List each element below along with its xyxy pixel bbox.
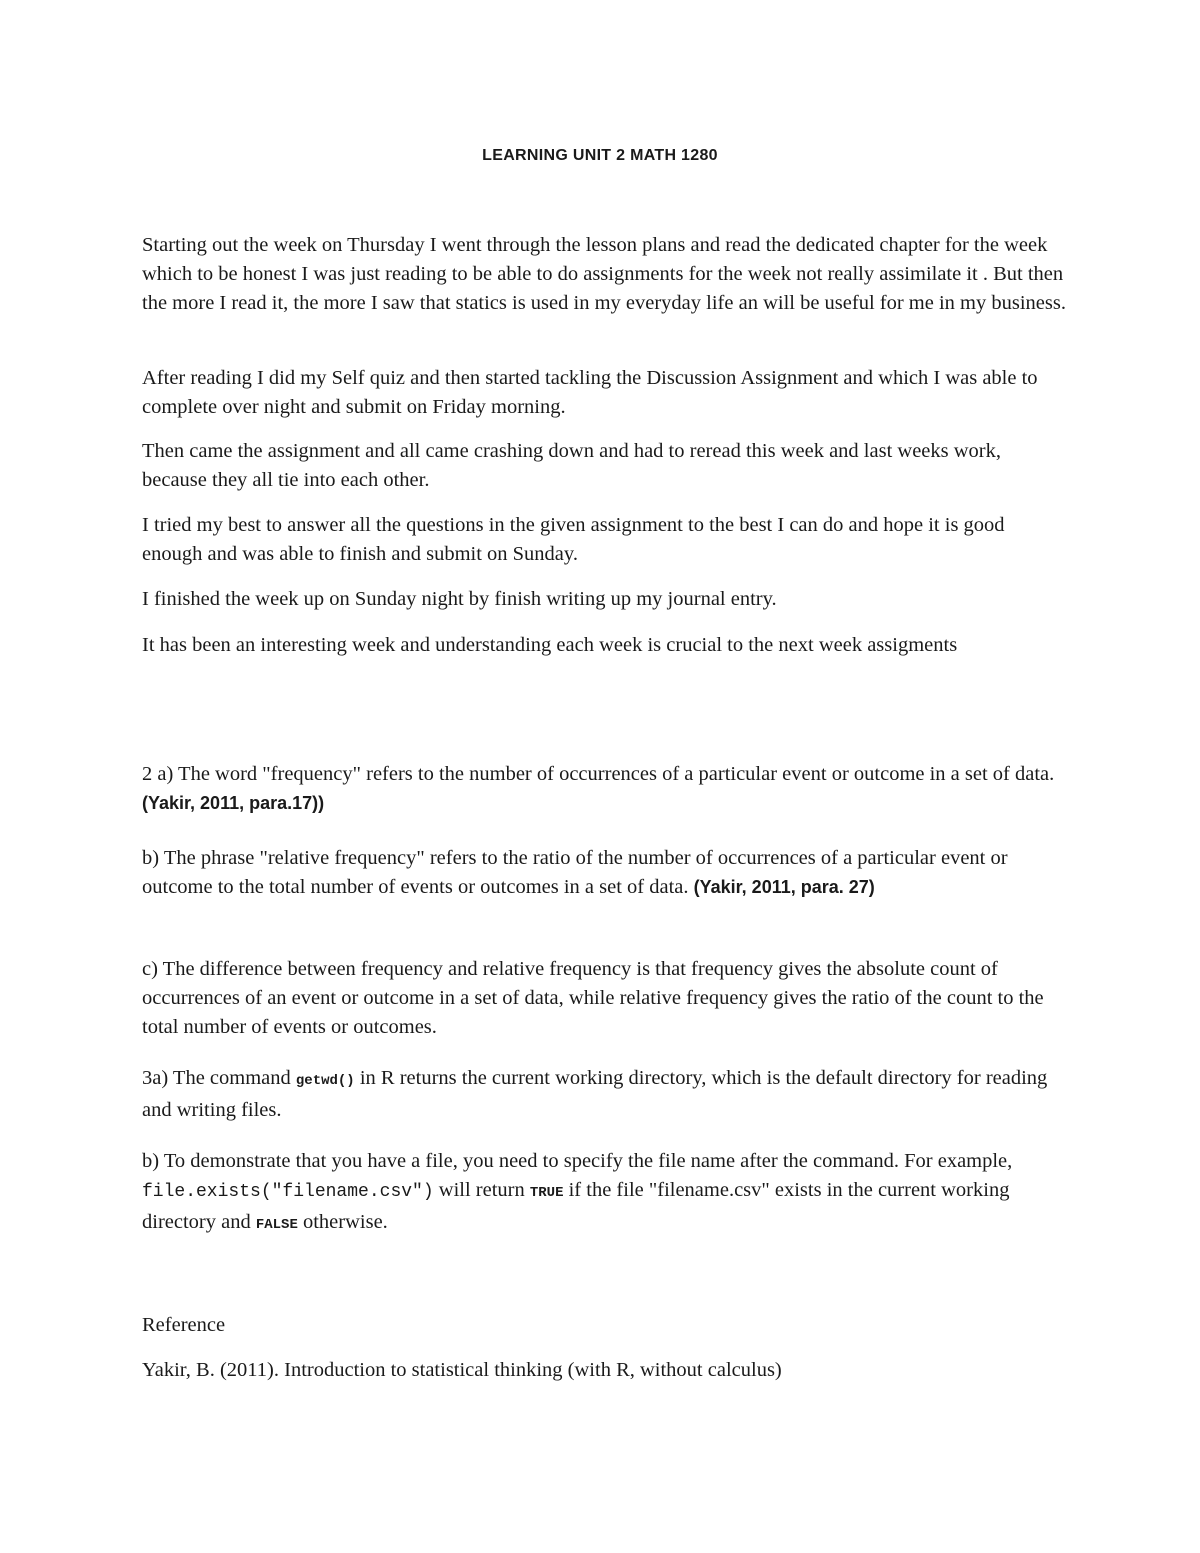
answer-3a xyxy=(142,1064,1067,1125)
journal-text: I tried my best to answer all the questions in the given assignment to the best I can do and hope it is good enough and was able to finish and submit on Sunday. xyxy=(142,514,1005,565)
journal-paragraph-4 xyxy=(142,511,1067,569)
journal-text: I finished the week up on Sunday night by finish writing up my journal entry. xyxy=(142,588,777,610)
answer-2c xyxy=(142,955,1067,1042)
code-snippet: getwd() xyxy=(295,1073,355,1089)
answer-3b xyxy=(142,1147,1067,1240)
journal-text: Then came the assignment and all came crashing down and had to reread this week and last weeks work, because they all tie into each other. xyxy=(142,440,1001,491)
answer-text: c) The difference between frequency and relative frequency is that frequency gives the absolute count of occurrences of an event or outcome in a set of data, while relative frequency gives the ratio of the count to the total number of events or outcomes. xyxy=(142,958,1044,1038)
answer-text: will return xyxy=(433,1179,530,1201)
code-snippet: TRUE xyxy=(529,1185,564,1201)
answer-text: b) To demonstrate that you have a file, you need to specify the file name after the command. For example, xyxy=(142,1150,1013,1172)
journal-paragraph-1 xyxy=(142,231,1067,318)
journal-paragraph-6 xyxy=(142,631,1067,660)
answer-text: 2 a) The word "frequency" refers to the number of occurrences of a particular event or outcome in a set of data. xyxy=(142,763,1055,785)
answer-2b xyxy=(142,844,1067,902)
answer-text: if the file "filename.csv" exists in the current working directory and xyxy=(142,1179,1010,1233)
journal-text: Starting out the week on Thursday I went through the lesson plans and read the dedicated chapter for the week which to be honest I was just reading to be able to do assignments for the week not really assimilate it . But then the more I read it, the more I saw that statics is used in my everyday life an will be useful for me in my business. xyxy=(142,234,1066,314)
journal-text: It has been an interesting week and understanding each week is crucial to the next week assigments xyxy=(142,634,958,656)
journal-text: After reading I did my Self quiz and then started tackling the Discussion Assignment and which I was able to complete over night and submit on Friday morning. xyxy=(142,367,1038,418)
journal-paragraph-3 xyxy=(142,437,1067,495)
reference-entry xyxy=(142,1356,1067,1385)
answer-text: b) The phrase "relative frequency" refers to the ratio of the number of occurrences of a particular event or outcome to the total number of events or outcomes in a set of data. xyxy=(142,847,1008,898)
document-title: LEARNING UNIT 2 MATH 1280 xyxy=(482,147,718,164)
reference-entry-text: Yakir, B. (2011). Introduction to statistical thinking (with R, without calculus) xyxy=(142,1359,782,1381)
journal-paragraph-5 xyxy=(142,585,1067,614)
code-snippet: file.exists("filename.csv") xyxy=(142,1182,434,1202)
citation: (Yakir, 2011, para.17)) xyxy=(142,793,325,813)
reference-heading-text: Reference xyxy=(142,1314,226,1336)
code-snippet: FALSE xyxy=(255,1217,298,1233)
answer-2a xyxy=(142,760,1067,818)
reference-heading xyxy=(142,1311,1067,1340)
answer-text: 3a) The command xyxy=(142,1067,296,1089)
citation: (Yakir, 2011, para. 27) xyxy=(693,877,875,897)
journal-paragraph-2 xyxy=(142,364,1067,422)
answer-text: otherwise. xyxy=(297,1211,388,1233)
answer-text: in R returns the current working directory, which is the default directory for reading and writing files. xyxy=(142,1067,1048,1121)
